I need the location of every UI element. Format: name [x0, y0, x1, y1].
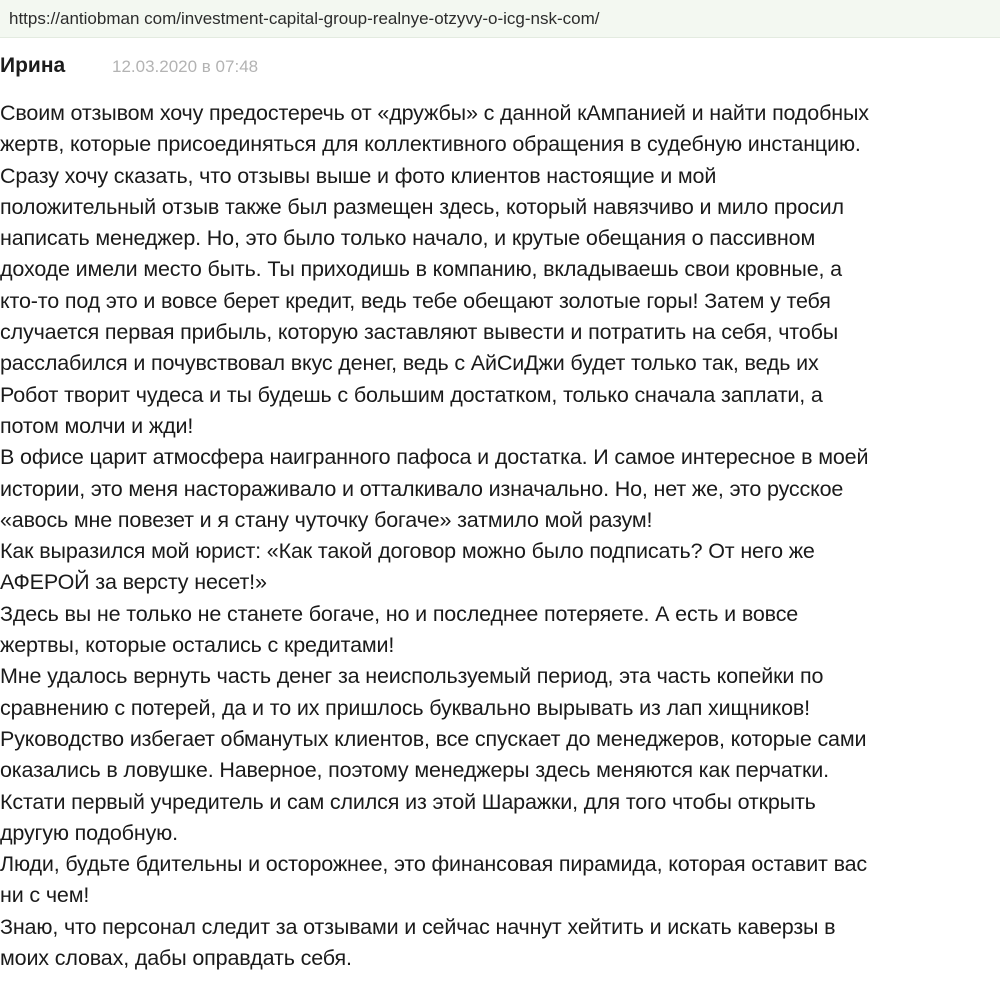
- comment-line: Люди, будьте бдительны и осторожнее, это финансовая пирамида, которая оставит вас: [0, 852, 868, 877]
- comment-line: АФЕРОЙ за версту несет!»: [0, 570, 267, 595]
- comment-line: «авось мне повезет и я стану чуточку богаче» затмило мой разум!: [0, 507, 653, 532]
- comment-line: положительный отзыв также был размещен здесь, который навязчиво и мило просил: [0, 194, 844, 219]
- comment-text: [0, 98, 1000, 974]
- comment-author: Ирина: [0, 54, 66, 77]
- comment-line: истории, это меня настораживало и отталкивало изначально. Но, нет же, это русское: [0, 476, 844, 501]
- comment-line: Кстати первый учредитель и сам слился из этой Шаражки, для того чтобы открыть: [0, 789, 816, 814]
- comment-header: [0, 54, 1000, 80]
- comment-line: Здесь вы не только не станете богаче, но и последнее потеряете. А есть и вовсе: [0, 601, 799, 626]
- comment-line: Как выразился мой юрист: «Как такой договор можно было подписать? От него же: [0, 539, 815, 564]
- comment-line: Руководство избегает обманутых клиентов, все спускает до менеджеров, которые сами: [0, 726, 867, 751]
- comment-line: кто-то под это и вовсе берет кредит, ведь тебе обещают золотые горы! Затем у тебя: [0, 288, 831, 313]
- comment-line: доходе имели место быть. Ты приходишь в компанию, вкладываешь свои кровные, а: [0, 257, 842, 282]
- comment-line: жертвы, которые остались с кредитами!: [0, 633, 395, 658]
- comment-line: потом молчи и жди!: [0, 413, 194, 438]
- comment-line: Мне удалось вернуть часть денег за неиспользуемый период, эта часть копейки по: [0, 664, 824, 689]
- comment-line: жертв, которые присоединяться для коллективного обращения в судебную инстанцию.: [0, 132, 861, 157]
- comment-line: Сразу хочу сказать, что отзывы выше и фото клиентов настоящие и мой: [0, 163, 717, 188]
- comment-line: Своим отзывом хочу предостеречь от «дружбы» с данной кАмпанией и найти подобных: [0, 101, 869, 125]
- comment-line: написать менеджер. Но, это было только начало, и крутые обещания о пассивном: [0, 226, 816, 251]
- comment-line: Робот творит чудеса и ты будешь с большим достатком, только сначала заплати, а: [0, 382, 823, 407]
- address-bar[interactable]: [0, 0, 1000, 38]
- comment-line: В офисе царит атмосфера наигранного пафоса и достатка. И самое интересное в моей: [0, 445, 869, 470]
- comment-line: Знаю, что персонал следит за отзывами и сейчас начнут хейтить и искать каверзы в: [0, 914, 836, 939]
- comment-line: оказались в ловушке. Наверное, поэтому менеджеры здесь меняются как перчатки.: [0, 758, 829, 783]
- comment-line: другую подобную.: [0, 820, 178, 845]
- comment-line: случается первая прибыль, которую заставляют вывести и потратить на себя, чтобы: [0, 320, 839, 345]
- comment-date: 12.03.2020 в 07:48: [112, 57, 259, 76]
- comment-line: расслабился и почувствовал вкус денег, ведь с АйСиДжи будет только так, ведь их: [0, 351, 819, 376]
- comment-line: ни с чем!: [0, 883, 90, 908]
- page-url[interactable]: https://antiobman com/investment-capital-group-realnye-otzyvy-o-icg-nsk-com/: [9, 9, 600, 28]
- comment-line: моих словах, дабы оправдать себя.: [0, 946, 352, 971]
- comment-line: сравнению с потерей, да и то их пришлось буквально вырывать из лап хищников!: [0, 695, 810, 720]
